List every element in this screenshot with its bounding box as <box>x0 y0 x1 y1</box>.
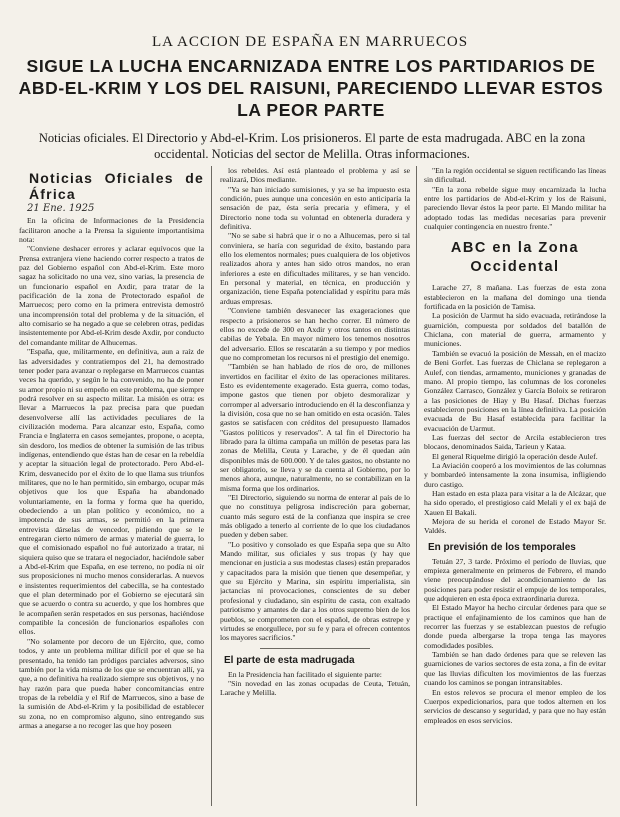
column-1 <box>19 166 204 812</box>
paragraph: "Sin novedad en las zonas ocupadas de Ceuta, Tetuán, Larache y Melilla. <box>220 678 410 698</box>
paragraph: "Conviene deshacer errores y aclarar equívocos que la Prensa extranjera viene haciendo correr respecto a tratos de paz del Gobierno español con Abd-el-Krim. Este moro sagaz ha solicitado no una vez, sino varias, la presencia de un funcionario español en Axdir, para tratar de la pacificación de la zona de Protectorado español de Marruecos; pero como en la primera entrevista demostró una incomprensión total del problema y de la situación, el alto comisario se ha negado a que se celebren otras, pedidas insistentemente por Abd-el-Krim desde Axdir, por conducto del comandante militar de Alhucemas. <box>19 244 204 347</box>
paragraph: "En la zona rebelde sigue muy encarnizada la lucha entre los partidarios de Abd-el-Krim y los de Raisuni, pareciendo llevar éstos la peor parte. El Mando militar ha adoptado todas las medidas necesarias para prevenir cualquier contingencia en nuestro frente." <box>424 184 606 232</box>
paragraph: La posición de Uarmut ha sido evacuada, retirándose la guarnición, compuesta por soldados del batallón de Chiclana, con material de guerra, armamento y municiones. <box>424 311 606 349</box>
divider <box>260 648 370 649</box>
paragraph: En la Presidencia han facilitado el siguiente parte: <box>228 669 382 679</box>
column-rule <box>416 166 417 806</box>
paragraph: Han estado en esta plaza para visitar a la de Alcázar, que ha sido operado, el prestigioso caíd Melali y el ex bajá de Xauen El Bakali. <box>424 488 606 517</box>
paragraph: "No solamente por decoro de un Ejército, que, como todos, y ante un problema militar difícil por el que se ha presentado, ha tenido tan pródigos parciales adversos, sino también por la vida misma de los que se encuentran allí, ya que, a no definitiva ha realizado siempre sus objetivos, y no hay razón para que pueda haber concomitancias entre tropas de la rebeldía y el Rif de Marruecos, sino a base de la sumisión de Abd-el-Krim y la posibilidad de establecer su zona, no en compromiso alguno, sino entregando sus armas a anegarse a no recoger las que hoy poseen <box>19 636 204 730</box>
paragraph: La Aviación cooperó a los movimientos de las columnas y bombardeó intensamente la zona insumisa, infligiendo duro castigo. <box>424 460 606 489</box>
summary-line: Noticias oficiales. El Directorio y Abd-el-Krim. Los prisioneros. El parte de esta madrugada. ABC en la zona occidental. Noticias del sector de Melilla. Otras informaciones. <box>38 131 586 161</box>
paragraph: "En la región occidental se siguen rectificando las líneas sin dificultad. <box>424 166 606 185</box>
paragraph: El general Riquelme dirigió la operación desde Aulef. <box>432 451 598 461</box>
column-3 <box>424 166 606 812</box>
paragraph: "El Directorio, siguiendo su norma de enterar al país de lo que no constituya peligrosa indiscreción para gobernar, cuanto más seguro está de la confianza que inspira se cree más obligado a tenerlo al corriente de lo que los ciudadanos pueden y deben saber. <box>220 493 410 540</box>
paragraph: Larache 27, 8 mañana. Las fuerzas de esta zona establecieron en la mañana del domingo una tienda fortificada en la posición de Tamisa. <box>424 283 606 312</box>
paragraph: los rebeldes. Así está planteado el problema y así se realizará, Dios mediante. <box>220 166 410 185</box>
paragraph: También se evacuó la posición de Messah, en el macizo de Beni Gorfet. Las fuerzas de Chiclana se replegaron a Aulef, con tiendas, armamento, municiones y granadas de mano. Al propio tiempo, las columnas de los coroneles González Carrasco, González y García Boloix se retiraron a las posiciones de Hiay y Bu Hasaf. Dichas fuerzas establecieron posiciones en la línea definitiva. La posición evacuada de Bu Hasaf establecida para facilitar la evacuación de Uarmut. <box>424 348 606 433</box>
section-title: ABC en la Zona Occidental <box>450 240 580 276</box>
column-rule <box>211 166 212 806</box>
kicker: LA ACCION DE ESPAÑA EN MARRUECOS <box>151 34 469 50</box>
paragraph: "Ya se han iniciado sumisiones, y ya se ha impuesto esta condición, pues aunque una concesión en esto anticiparía la sensación de paz, ésta sería precaria y efímera, y el Directorio none toda su voluntad en obtenerla duradera y definitiva. <box>220 184 410 232</box>
paragraph: "Conviene también desvanecer las exageraciones que respecto a prisioneros se han hecho correr. El número de ellos no excede de 300 en Axdir y otros tantos en distintas cabilas de Yebala. En mayor número los tenemos nosotros del adversario. Ellos se rescatarán a su tiempo y por medios que no comprometan los recursos ni el prestigio del enemigo. <box>220 306 410 362</box>
paragraph: "Lo positivo y consolado es que España sepa que su Alto Mando militar, sus oficiales y sus tropas (y hay que mencionar en justicia a sus modestas clases) están preparados y capacitados para la misión que tienen que desempeñar, y que su Ejército y Marina, sin espíritu imperialista, sin jactancias ni provocaciones, conscientes de su deber profesional y ciudadano, sin espíritu de casta, con exaltado patriotismo y amantes de dar a los otros supremo bien de los pueblos, se comprometen con el español, de obras estrepe y virtudes se enorgullece, por su fe y para el ofrecen contentos los mayores sacrificios." <box>220 539 410 643</box>
handwritten-date: 21 Ene. 1925 <box>27 203 95 214</box>
paragraph: También se han dado órdenes para que se releven las guarniciones de varios sectores de esta zona, a fin de evitar que las lluvias dificulten los movimientos de las fuerzas cuando los caminos se pongan intransitables. <box>424 650 606 688</box>
subsection-title: En previsión de los temporales <box>428 541 576 553</box>
paragraph: Las fuerzas del sector de Arcila establecieron tres blocaos, denominados Saida, Tarieun y Kataa. <box>424 432 606 452</box>
subsection-title: El parte de esta madrugada <box>224 654 355 666</box>
paragraph: El Estado Mayor ha hecho circular órdenes para que se practique el enfajinamiento de los caminos que han de recorrer las fuerzas y se establezcan puestos de refugio donde pueda albergarse la tropa tenga las mayores comodidades posibles. <box>424 603 606 650</box>
paragraph: En la oficina de Informaciones de la Presidencia facilitaron anoche a la Prensa la siguiente importantísima nota: <box>19 216 204 245</box>
paragraph: Tetuán 27, 3 tarde. Próximo el período de lluvias, que empieza generalmente en primeros de Febrero, el mando viene preocupándose del acondicionamiento de las posiciones para poder resistir el empuje de los temporales, que adquieren en esta época extraordinaria dureza. <box>424 556 606 604</box>
paragraph: "No se sabe si habrá que ir o no a Alhucemas, pero si tal conviniera, se haría con seguridad de éxito, bastando para ello los elementos normales; pues cualquiera de los objetivos realizados ahora y antes han sido otros mandos, no eran inferiores a este en dificultades militares, y se han vencido. En personal y material, en técnica, en producción y organización, tiene España potencialidad y espíritu para más arduas empresas. <box>220 231 410 306</box>
paragraph: "También se han hablado de ríos de oro, de millones invertidos en facilitar el éxito de las operaciones militares. Esto es evidentemente exagerado. Esta guerra, como todas, impone gastos que tienen por objeto desmoralizar y corromper al adversario introduciendo en él la desconfianza y la división, cosa que no se han omitido en esta ocasión. Tales gastos se satisfacen con créditos del presupuesto llamados "Gastos políticos y reservados". A tal fin el Directorio ha librado para la última campaña un millón de pesetas para las zonas de Melilla, Ceuta y Larache, y de él quedan aún disponibles más de 600.000. Y de tales gastos, no obstante no ser obligatorio, se lleva y se da cuenta al Gobierno, por lo menos ahora, aunque, naturalmente, no se contabilizan en la misma forma que los ordinarios. <box>220 362 410 493</box>
headline: SIGUE LA LUCHA ENCARNIZADA ENTRE LOS PARTIDARIOS DE ABD-EL-KRIM Y LOS DEL RAISUNI, PARECIENDO LLEVAR ESTOS LA PEOR PARTE <box>18 56 604 120</box>
paragraph: "España, que, militarmente, en definitiva, aun a raíz de las adversidades y contratiempos del 21, ha demostrado tener poder para avanzar o replegarse en Marruecos cuantas veces ha querido, y según le ha convenido, no ha de poner su amor propio ni su empeño en este problema, que siempre podrá resolver en su aspecto militar. La misión es otra: es llevar a Marruecos la paz precisa para que puedan desenvolverse allí las actividades peculiares de la civilización moderna. Para alcanzar esto, España, como Francia e Inglaterra en casos semejantes, propone, o acepta, sin desdoro, los medios de obtener la sumisión de las tribus indígenas, entendiendo que éstas han de cesar en la rebeldía y aceptar la situación legal de protectorado. Pero Abd-el-Krim, desvanecido por el éxito de lo que llama sus triunfos militares, que no le han permitido, sin embargo, ocupar más objetivos que los que España ha abandonado voluntariamente, en la forma y forma que ha querido, obedeciendo a un plan político y económico, no a impotencia de sus armas, se permitió en la primera entrevista dárselas de vencedor, pidiendo que se le entregaran cierto número de armas y material de guerra, lo que el comisionado español no fué autorizado a tratar, ni siquiera quiso que se tratara el negociador, haciéndole saber a Abd-el-Krim que España, en ese terreno, no podía ni oír sus proposiciones ni mucho menos considerarlas. A nuevos e insistentes requerimientos del cabecilla, se ha contestado que el plan determinado por el Gobierno se ejecutará sin que se acuerdo o contra su acuerdo, y que los hombres que le acompañen serán respetados en sus personas, haciéndose compatible la concesión de funcionarios españoles con ellos. <box>19 347 204 637</box>
section-title: Noticias Oficiales de África <box>29 170 204 202</box>
paragraph: Mejora de su herida el coronel de Estado Mayor Sr. Valdés. <box>424 517 606 536</box>
column-2 <box>220 166 410 812</box>
paragraph: En estos relevos se procura el menor empleo de los Cuerpos expedicionarios, para que todos alternen en los servicios de descanso y seguridad, y para que no hay están empleados en esos servicios. <box>424 687 606 725</box>
